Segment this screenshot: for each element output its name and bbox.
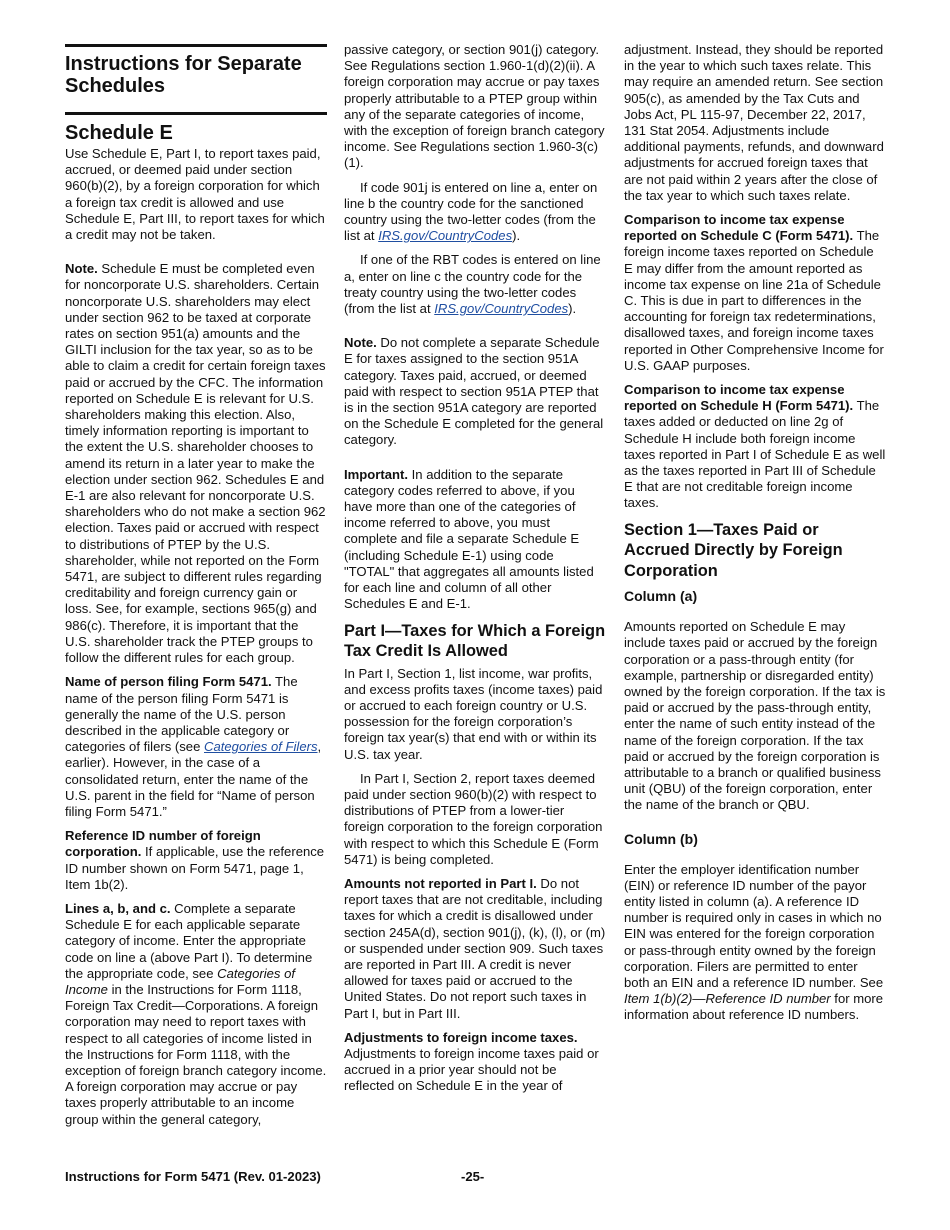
note-label: Note. — [65, 261, 98, 277]
comparison-schedule-c-paragraph — [624, 212, 886, 374]
code-901j-paragraph — [344, 180, 606, 245]
adjustments-paragraph — [344, 1030, 606, 1095]
categories-of-filers-link[interactable]: Categories of Filers — [204, 739, 318, 755]
comparison-schedule-h-label: Comparison to income tax expense reported on Schedule H (Form 5471). — [624, 382, 854, 414]
amounts-not-reported-label: Amounts not reported in Part I. — [344, 875, 537, 891]
column-2 — [344, 42, 606, 1095]
important-text: In addition to the separate category codes referred to above, if you have more than one of the categories of income referred to above, you must complete and file a separate Schedule E (including Schedule E-1) using code "TOTAL" that aggregates all amounts listed for each line and column of all other Schedules E and E-1. — [344, 466, 594, 612]
lines-text-2: in the Instructions for Form 1118, Foreign Tax Credit—Corporations. A foreign corporation may need to report taxes with respect to all categories of income listed in the Instructions for Form 1118, with the exception of foreign branch category income. A foreign corporation may accrue or pay taxes properly attributable to an income group within the general category, — [65, 981, 327, 1127]
column-1 — [65, 146, 327, 1128]
part-1-paragraph-2: In Part I, Section 2, report taxes deemed paid under section 960(b)(2) with respect to distributions of PTEP from a lower-tier foreign corporation to the foreign corporation with respect to which this Schedule E (Form 5471) is being completed. — [344, 770, 603, 867]
section-top-rule — [65, 44, 327, 47]
rbt-codes-paragraph — [344, 252, 606, 317]
footer-form-label: Instructions for Form 5471 (Rev. 01-2023) — [65, 1169, 321, 1184]
irs-country-codes-link-1[interactable]: IRS.gov/CountryCodes — [378, 228, 513, 244]
column-3 — [624, 42, 886, 1024]
name-text-1: The name of the person filing Form 5471 is generally the name of the U.S. person described in the applicable category or categories of filers (see — [65, 674, 298, 755]
section-title: Instructions for Separate Schedules — [65, 53, 302, 97]
reference-id-text: If applicable, use the reference ID number shown on Form 5471, page 1, Item 1b(2). — [65, 844, 325, 892]
name-text-2: , earlier). However, in the case of a consolidated return, enter the name of the U.S. parent in the field for “Name of person filing Form 5471.” — [65, 739, 322, 819]
reference-id-paragraph — [65, 828, 327, 893]
comparison-schedule-h-text: The taxes added or deducted on line 2g of Schedule H include both foreign income taxes reported in Part I of Schedule E as well as the taxes reported in Part III of Schedule E that are not creditable foreign income taxes. — [624, 398, 886, 511]
reference-id-label: Reference ID number of foreign corporation. — [65, 828, 261, 860]
comparison-schedule-c-label: Comparison to income tax expense reported on Schedule C (Form 5471). — [624, 212, 854, 244]
column-a-heading: Column (a) — [624, 588, 698, 605]
lines-abc-label: Lines a, b, and c. — [65, 900, 171, 916]
col2-note-label: Note. — [344, 335, 377, 351]
part-1-paragraph-1: In Part I, Section 1, list income, war profits, and excess profits taxes (income taxes) paid or accrued to each foreign country or U.S. possession for the foreign corporation’s foreign tax year(s) that end with or within its U.S. tax year. — [344, 665, 603, 762]
important-paragraph — [344, 467, 606, 613]
adjustments-text: Adjustments to foreign income taxes paid or accrued in a prior year should not be reflected on Schedule E in the year of — [344, 1045, 599, 1094]
schedule-e-intro: Use Schedule E, Part I, to report taxes paid, accrued, or deemed paid under section 960(b)(2), by a foreign corporation for which a foreign tax credit is allowed and use Schedule E, Part III, to report taxes for which a credit may not be taken. — [65, 146, 325, 243]
name-of-filer-paragraph — [65, 674, 327, 820]
rbt-text-1: If one of the RBT codes is entered on line a, enter on line c the country code for the treaty country using the two-letter codes (from the list at — [344, 252, 601, 317]
col3-continuation: adjustment. Instead, they should be reported in the year to which such taxes relate. This may require an amended return. See section 905(c), as amended by the Tax Cuts and Jobs Act, PL 115-97, December 22, 2017, 131 Stat 2054. Adjustments include additional payments, refunds, and downward adjustments for accrued foreign taxes that are not paid within 2 years after the close of the tax year to which such taxes relate. — [624, 42, 884, 203]
footer-page-number: -25- — [461, 1169, 485, 1184]
p901-text-2: ). — [512, 228, 521, 244]
p901-text-1: If code 901j is entered on line a, enter on line b the country code for the sanctioned country using the two-letter codes (from the list at — [344, 179, 598, 244]
item-1b2-ref: Item 1(b)(2)—Reference ID number — [624, 991, 831, 1007]
column-a-text: Amounts reported on Schedule E may include taxes paid or accrued by the foreign corporation or a pass-through entity (for example, partnership or disregarded entity) owned by the foreign corporation. If the tax is paid or accrued by the pass-through entity, enter the name of such entity instead of the name of the foreign corporation. If the tax paid or accrued by the foreign corporation is attributable to a branch or qualified business unit (QBU) of the foreign corporation, enter the name of the branch or QBU. — [624, 619, 886, 813]
part-1-heading: Part I—Taxes for Which a Foreign Tax Credit Is Allowed — [344, 621, 606, 660]
rbt-text-2: ). — [568, 301, 577, 317]
schedule-rule — [65, 112, 327, 115]
categories-of-income-ref: Categories of Income — [65, 965, 296, 997]
amounts-not-reported-text: Do not report taxes that are not creditable, including taxes for which a credit is disallowed under section 245A(d), section 901(j), (k), (l), or (m) or suspended under section 909. Such taxes are reported in Part III. A credit is never allowed for taxes paid or accrued to the United States. Do not report such taxes in Part I, but in Part III. — [344, 875, 606, 1021]
column-b-paragraph — [624, 862, 886, 1024]
col2-continuation: passive category, or section 901(j) category. See Regulations section 1.960-1(d)(2)(ii). A foreign corporation may accrue or pay taxes properly attributable to a PTEP group within any of the separate categories of income, with the exception of foreign branch category income. See Regulations section 1.960-3(c)(1). — [344, 42, 605, 171]
column-b-heading: Column (b) — [624, 830, 698, 847]
comparison-schedule-h-paragraph — [624, 382, 886, 512]
column-b-text-1: Enter the employer identification number (EIN) or reference ID number of the payor entity listed in column (a). A reference ID number is required only in cases in which no EIN was entered for the foreign corporation or pass-through entity owned by the foreign corporation. Filers are permitted to enter both an EIN and a reference ID number. See — [624, 861, 884, 991]
adjustments-label: Adjustments to foreign income taxes. — [344, 1029, 578, 1045]
col2-note-text: Do not complete a separate Schedule E for taxes assigned to the section 951A category. Taxes paid, accrued, or deemed paid with respect to section 951A PTEP that is in the section 951A category are reported on the Schedule E completed for the general category. — [344, 335, 604, 448]
comparison-schedule-c-text: The foreign income taxes reported on Schedule E may differ from the amount reported as income tax expense on line 21a of Schedule C. This is due in part to differences in the accounting for foreign tax redeterminations, disallowed taxes, and foreign income taxes reported in Other Comprehensive Income for U.S. GAAP purposes. — [624, 228, 884, 373]
lines-abc-paragraph — [65, 901, 327, 1128]
note-paragraph — [65, 261, 327, 666]
name-of-filer-label: Name of person filing Form 5471. — [65, 674, 272, 690]
amounts-not-reported-paragraph — [344, 876, 606, 1022]
important-label: Important. — [344, 466, 409, 482]
col2-note-paragraph — [344, 335, 606, 448]
irs-country-codes-link-2[interactable]: IRS.gov/CountryCodes — [434, 301, 569, 317]
note-text: Schedule E must be completed even for noncorporate U.S. shareholders. Certain noncorporate U.S. shareholders may elect under section 962 to be taxed at corporate rates on section 951(a) amounts and the GILTI inclusion for the tax year, so as to be able to claim a credit for certain foreign taxes paid or accrued by the CFC. The information reported on Schedule E is relevant for U.S. shareholders making this election. Also, timely information reporting is important to the extent the U.S. shareholder chooses to amend its return in a later year to make the election under section 962. Schedules E and E-1 are also relevant for noncorporate U.S. shareholders who do not make a section 962 election. Taxes paid or accrued with respect to distributions of PTEP by the U.S. shareholder, while not reported on the Form 5471, are subject to different rules regarding creditability and foreign currency gain or loss. See, for example, sections 965(g) and 986(c). Therefore, it is important that the U.S. shareholder track the PTEP groups to follow the different rules for each group. — [65, 261, 326, 666]
schedule-e-title: Schedule E — [65, 122, 173, 144]
column-b-text-2: for more information about reference ID numbers. — [624, 991, 884, 1023]
section-1-heading: Section 1—Taxes Paid or Accrued Directly by Foreign Corporation — [624, 520, 843, 580]
lines-text-1: Complete a separate Schedule E for each applicable separate category of income. Enter the appropriate code on line a (above Part I). To determine the appropriate code, see — [65, 900, 313, 981]
